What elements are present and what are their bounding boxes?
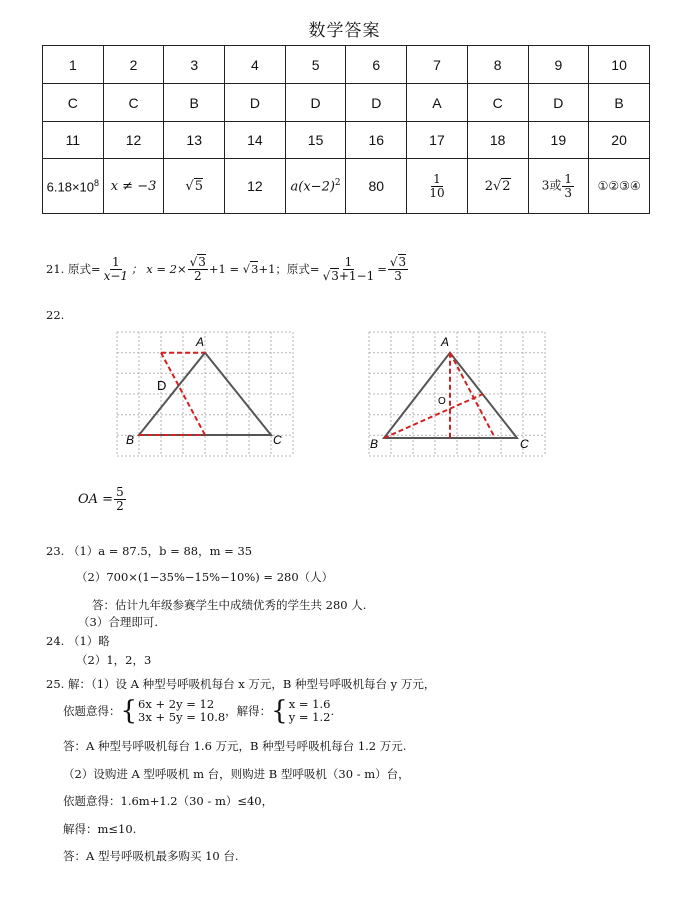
q25-line-6: 解得：m≤10. [63,822,137,836]
q24-line-2: （2）1，2，3 [76,653,152,667]
table-row [43,122,650,159]
answer-18: 2√2 [467,159,528,214]
table-cell: 12 [103,122,164,159]
table-cell: A [407,84,468,122]
label-a: A [441,335,450,349]
answer-13: √5 [164,159,225,214]
table-cell: 20 [589,122,650,159]
table-cell: 8 [467,46,528,84]
table-cell: D [225,84,286,122]
answer-16: 80 [346,159,407,214]
table-cell: C [467,84,528,122]
label-c: C [273,433,282,447]
table-cell: 17 [407,122,468,159]
table-cell: 11 [43,122,104,159]
answer-20: ①②③④ [589,159,650,214]
solution-system: { x = 1.6 y = 1.2 [271,696,331,727]
answer-11: $6.18\times 10^8$ [43,159,104,214]
table-cell: 9 [528,46,589,84]
table-cell: 2 [103,46,164,84]
q23-line-1: 23. （1）a = 87.5，b = 88，m = 35 [46,544,253,558]
figure-2 [362,328,552,460]
table-cell: 6 [346,46,407,84]
table-cell: 14 [225,122,286,159]
q24-line-1: 24. （1）略 [46,634,110,648]
table-cell: 16 [346,122,407,159]
table-cell: D [528,84,589,122]
label-b: B [126,433,135,447]
figure-1 [110,328,300,460]
q25-line-1: 25. 解：（1）设 A 种型号呼吸机每台 x 万元，B 种型号呼吸机每台 y 万元， [46,677,436,691]
table-cell: D [285,84,346,122]
q23-line-4: （3）合理即可. [78,615,158,629]
answer-table [42,45,650,214]
q25-line-5: 依题意得：1.6m+1.2（30 - m）≤40， [63,794,274,808]
label-b: B [370,437,379,451]
answer-17: $\frac{1}{10}$ [407,159,468,214]
equation-system: { 6x + 2y = 12 3x + 5y = 10.8 [120,696,226,727]
table-row [43,84,650,122]
table-cell: 13 [164,122,225,159]
q23-line-3: 答：估计九年级参赛学生中成绩优秀的学生共 280 人. [92,598,367,612]
label-c: C [520,437,529,451]
q22-label: 22. [46,308,65,322]
answer-19: 3或 $\frac{1}{3}$ [528,159,589,214]
table-cell: B [164,84,225,122]
label-a: A [196,335,205,349]
label-o: O [438,396,446,407]
label-d: D [157,378,167,393]
table-cell: 1 [43,46,104,84]
table-row [43,159,650,214]
q25-line-7: 答：A 型号呼吸机最多购买 10 台. [63,849,239,863]
q25-line-3: 答：A 种型号呼吸机每台 1.6 万元，B 种型号呼吸机每台 1.2 万元. [63,739,407,753]
table-cell: B [589,84,650,122]
table-cell: C [43,84,104,122]
q25-line-2: 依题意得： { 6x + 2y = 12 3x + 5y = 10.8 ，解得： { x = 1.6 y = 1.2 . [63,696,335,727]
answer-14: 12 [225,159,286,214]
table-cell: 3 [164,46,225,84]
table-cell: 15 [285,122,346,159]
answer-15: $a(x-2)^2$ [285,159,346,214]
table-cell: 4 [225,46,286,84]
oa-line: OA = $\frac{5}{2}$ [78,485,124,513]
table-cell: C [103,84,164,122]
q25-line-4: （2）设购进 A 型呼吸机 m 台，则购进 B 型呼吸机（30 - m）台， [63,767,410,781]
answer-12: x ≠ −3 [103,159,164,214]
table-cell: 5 [285,46,346,84]
q21-line: 21. 原式= $\frac{1}{x-1}$ ； x = 2× $\frac{√3}{2}$ +1 = √3 +1；原式= $\frac{1}{√3+1-1}$ = $\frac{√3}{3}$ [46,255,407,283]
q23-line-2: （2）700×(1−35%−15%−10%) = 280（人） [76,570,334,584]
table-cell: 19 [528,122,589,159]
table-cell: D [346,84,407,122]
grid [117,332,293,456]
table-cell: 18 [467,122,528,159]
table-row [43,46,650,84]
page-title: 数学答案 [308,21,381,41]
table-cell: 7 [407,46,468,84]
table-cell: 10 [589,46,650,84]
